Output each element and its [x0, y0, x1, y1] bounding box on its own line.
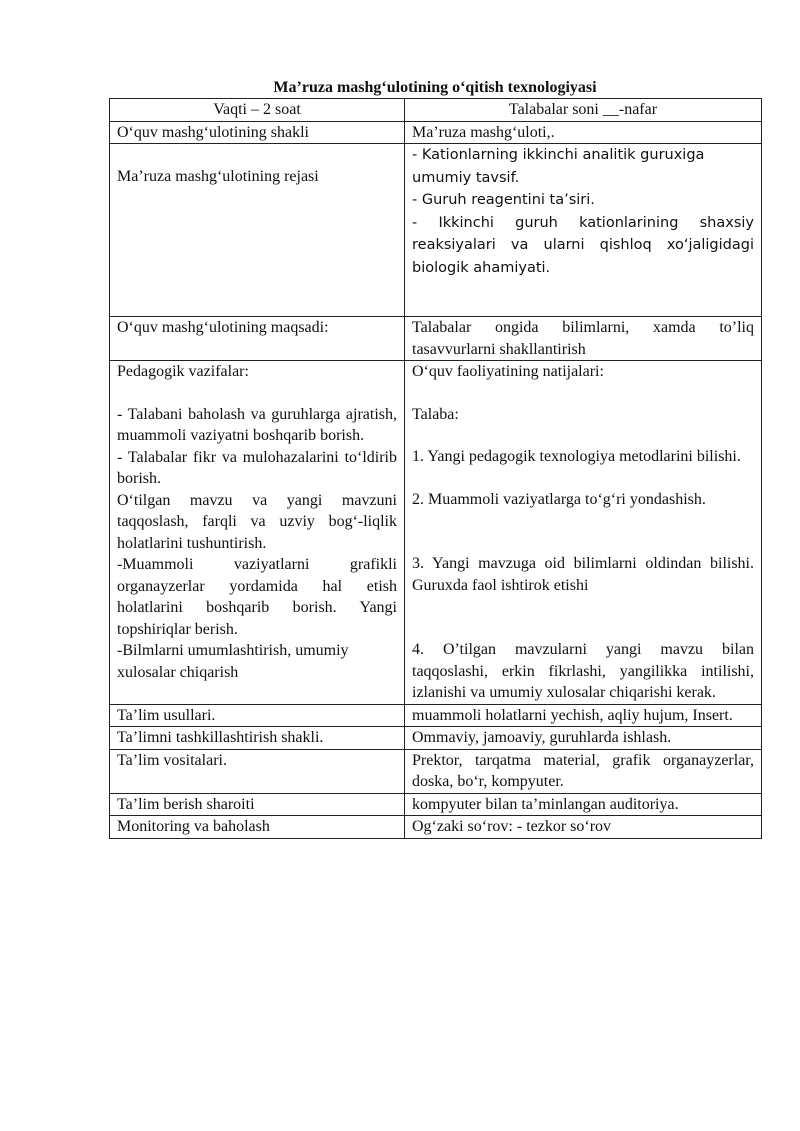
table-row [110, 121, 762, 144]
table-row [110, 317, 762, 361]
table-row [110, 704, 762, 727]
monitoring-label: Monitoring va baholash [110, 816, 405, 839]
goal-value: Talabalar ongida bilimlarni, xamda to’liq tasavvurlarni shakllantirish [405, 317, 762, 361]
table-row [110, 727, 762, 750]
results-cell [405, 361, 762, 705]
table-row [110, 816, 762, 839]
goal-label: O‘quv mashg‘ulotining maqsadi: [110, 317, 405, 361]
form-value: Ma’ruza mashg‘uloti,. [405, 121, 762, 144]
conditions-label: Ta’lim berish sharoiti [110, 793, 405, 816]
plan-label: Ma’ruza mashg‘ulotining rejasi [110, 144, 405, 317]
lesson-plan-table [109, 98, 762, 839]
tasks-heading: Pedagogik vazifalar: [117, 363, 249, 380]
results-heading: O‘quv faoliyatining natijalari: [412, 363, 604, 380]
task-item: -Bilmlarni umumlashtirish, umumiy xulosalar chiqarish [117, 642, 349, 681]
monitoring-value: Og‘zaki so‘rov: - tezkor so‘rov [405, 816, 762, 839]
task-item: O‘tilgan mavzu va yangi mavzuni taqqoslash, farqli va uzviy bog‘-liqlik holatlarini tushuntirish. [117, 491, 397, 552]
table-row [110, 749, 762, 793]
form-label: O‘quv mashg‘ulotining shakli [110, 121, 405, 144]
table-row [110, 361, 762, 705]
plan-cell [405, 144, 762, 317]
time-cell: Vaqti – 2 soat [110, 99, 405, 122]
tools-value: Prektor, tarqatma material, grafik organayzerlar, doska, bo‘r, kompyuter. [405, 749, 762, 793]
result-item: 1. Yangi pedagogik texnologiya metodlarini bilishi. [412, 448, 741, 465]
organization-label: Ta’limni tashkillashtirish shakli. [110, 727, 405, 750]
result-item: 2. Muammoli vaziyatlarga to‘g‘ri yondashish. [412, 490, 706, 508]
tools-label: Ta’lim vositalari. [110, 749, 405, 793]
table-row [110, 144, 762, 317]
table-row [110, 99, 762, 122]
methods-value: muammoli holatlarni yechish, aqliy hujum, Insert. [405, 704, 762, 727]
organization-value: Ommaviy, jamoaviy, guruhlarda ishlash. [405, 727, 762, 750]
result-item: 4. O’tilgan mavzularni yangi mavzu bilan taqqoslashi, erkin fikrlashi, yangilikka intilishi, izlanishi va umumiy xulosalar chiqarishi kerak. [412, 641, 754, 701]
results-subheading: Talaba: [412, 405, 459, 423]
plan-item: - Guruh reagentini ta’siri. [412, 192, 595, 208]
task-item: - Talabalar fikr va mulohazalarini to‘ldirib borish. [117, 448, 397, 487]
plan-item: - Ikkinchi guruh kationlarining shaxsiy reaksiyalari va ularni qishloq xo‘jaligidagi biologik ahamiyati. [412, 214, 754, 276]
task-item: -Muammoli vaziyatlarni grafikli organayzerlar yordamida hal etish holatlarini boshqarib borish. Yangi topshiriqlar berish. [117, 556, 397, 638]
table-row [110, 793, 762, 816]
result-item: 3. Yangi mavzuga oid bilimlarni oldindan bilishi. Guruxda faol ishtirok etishi [412, 555, 754, 594]
plan-item: - Kationlarning ikkinchi analitik guruxiga umumiy tavsif. [412, 147, 705, 186]
methods-label: Ta’lim usullari. [110, 704, 405, 727]
conditions-value: kompyuter bilan ta’minlangan auditoriya. [405, 793, 762, 816]
tasks-cell [110, 361, 405, 705]
page-title: Ma’ruza mashg‘ulotining o‘qitish texnologiyasi [273, 79, 597, 96]
task-item: - Talabani baholash va guruhlarga ajratish, muammoli vaziyatni boshqarib borish. [117, 405, 397, 444]
students-cell: Talabalar soni __-nafar [405, 99, 762, 122]
